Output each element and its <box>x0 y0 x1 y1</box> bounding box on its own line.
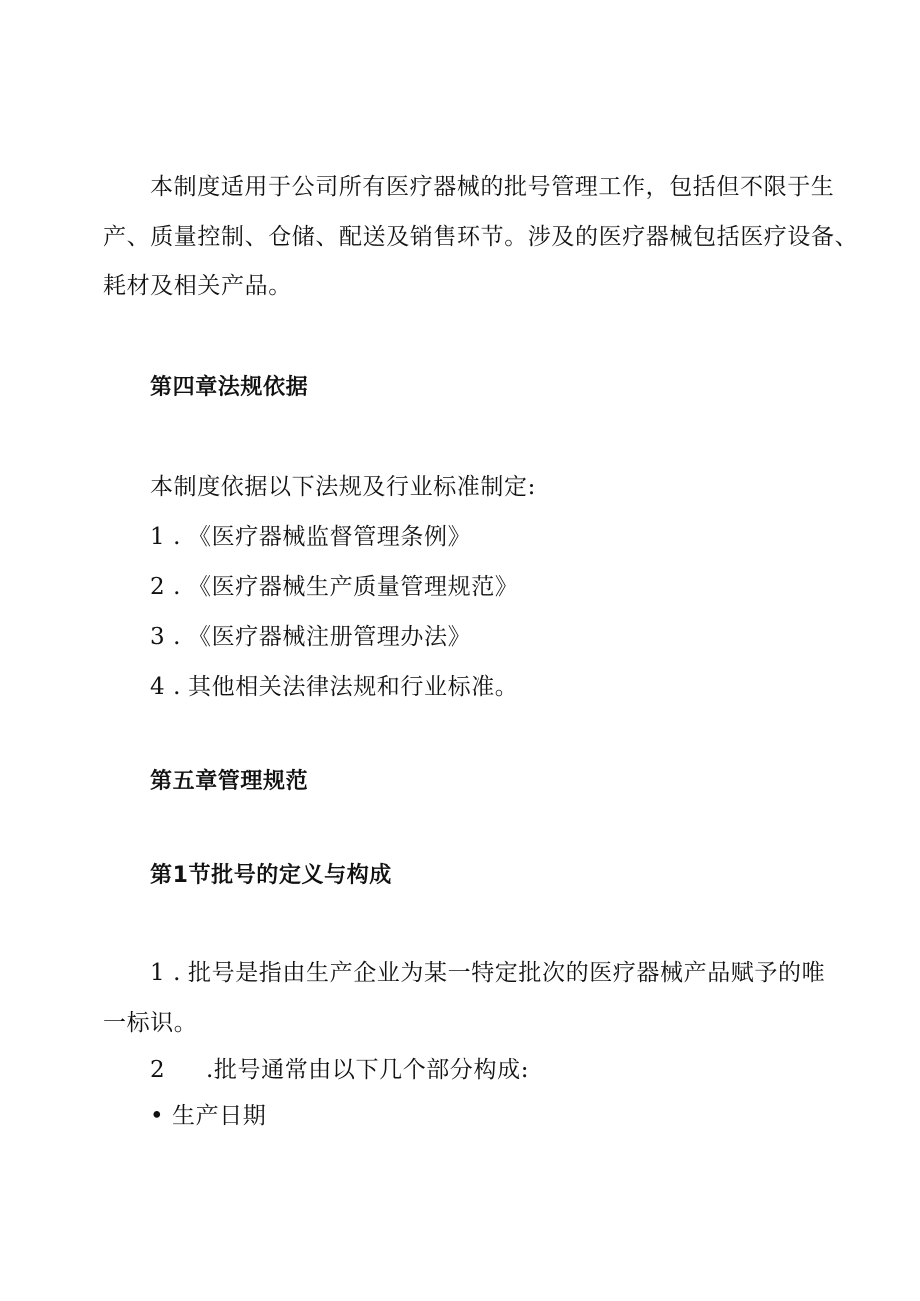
section-1-heading: 第1节批号的定义与构成 <box>150 863 392 888</box>
chapter-4-intro: 本制度依据以下法规及行业标准制定: <box>150 474 536 500</box>
list-number: 2 . <box>150 574 182 600</box>
bullet-item <box>150 1101 266 1131</box>
list-number: 3 . <box>150 624 182 650</box>
list-item-text: 批号是指由生产企业为某一特定批次的医疗器械产品赋予的唯 <box>188 960 826 986</box>
list-item-text: 《医疗器械监督管理条例》 <box>188 524 472 550</box>
definition-item-2 <box>150 1055 529 1085</box>
regulation-list-item <box>150 522 471 552</box>
scope-paragraph-line-2: 产、质量控制、仓储、配送及销售环节。涉及的医疗器械包括医疗设备、 <box>103 224 859 250</box>
regulation-list-item <box>150 672 518 702</box>
list-item-text: 《医疗器械生产质量管理规范》 <box>188 574 519 600</box>
list-number: 1 . <box>150 960 182 986</box>
list-item-text: 其他相关法律法规和行业标准。 <box>188 674 519 700</box>
chapter-4-heading: 第四章法规依据 <box>150 375 309 400</box>
list-number: 1 . <box>150 524 182 550</box>
scope-paragraph-line-3: 耗材及相关产品。 <box>103 273 292 299</box>
list-number: 2 <box>150 1057 166 1083</box>
definition-item-1 <box>150 958 825 988</box>
regulation-list-item <box>150 622 471 652</box>
list-number: 4 . <box>150 674 182 700</box>
bullet-text: 生产日期 <box>172 1103 267 1129</box>
regulation-list-item <box>150 572 518 602</box>
definition-item-1-continuation: 一标识。 <box>103 1010 198 1036</box>
chapter-5-heading: 第五章管理规范 <box>150 769 309 794</box>
scope-paragraph-line-1: 本制度适用于公司所有医疗器械的批号管理工作，包括但不限于生 <box>150 174 835 200</box>
list-item-text: .批号通常由以下几个部分构成: <box>206 1057 530 1083</box>
bullet-marker: • <box>150 1103 165 1129</box>
list-item-text: 《医疗器械注册管理办法》 <box>188 624 472 650</box>
